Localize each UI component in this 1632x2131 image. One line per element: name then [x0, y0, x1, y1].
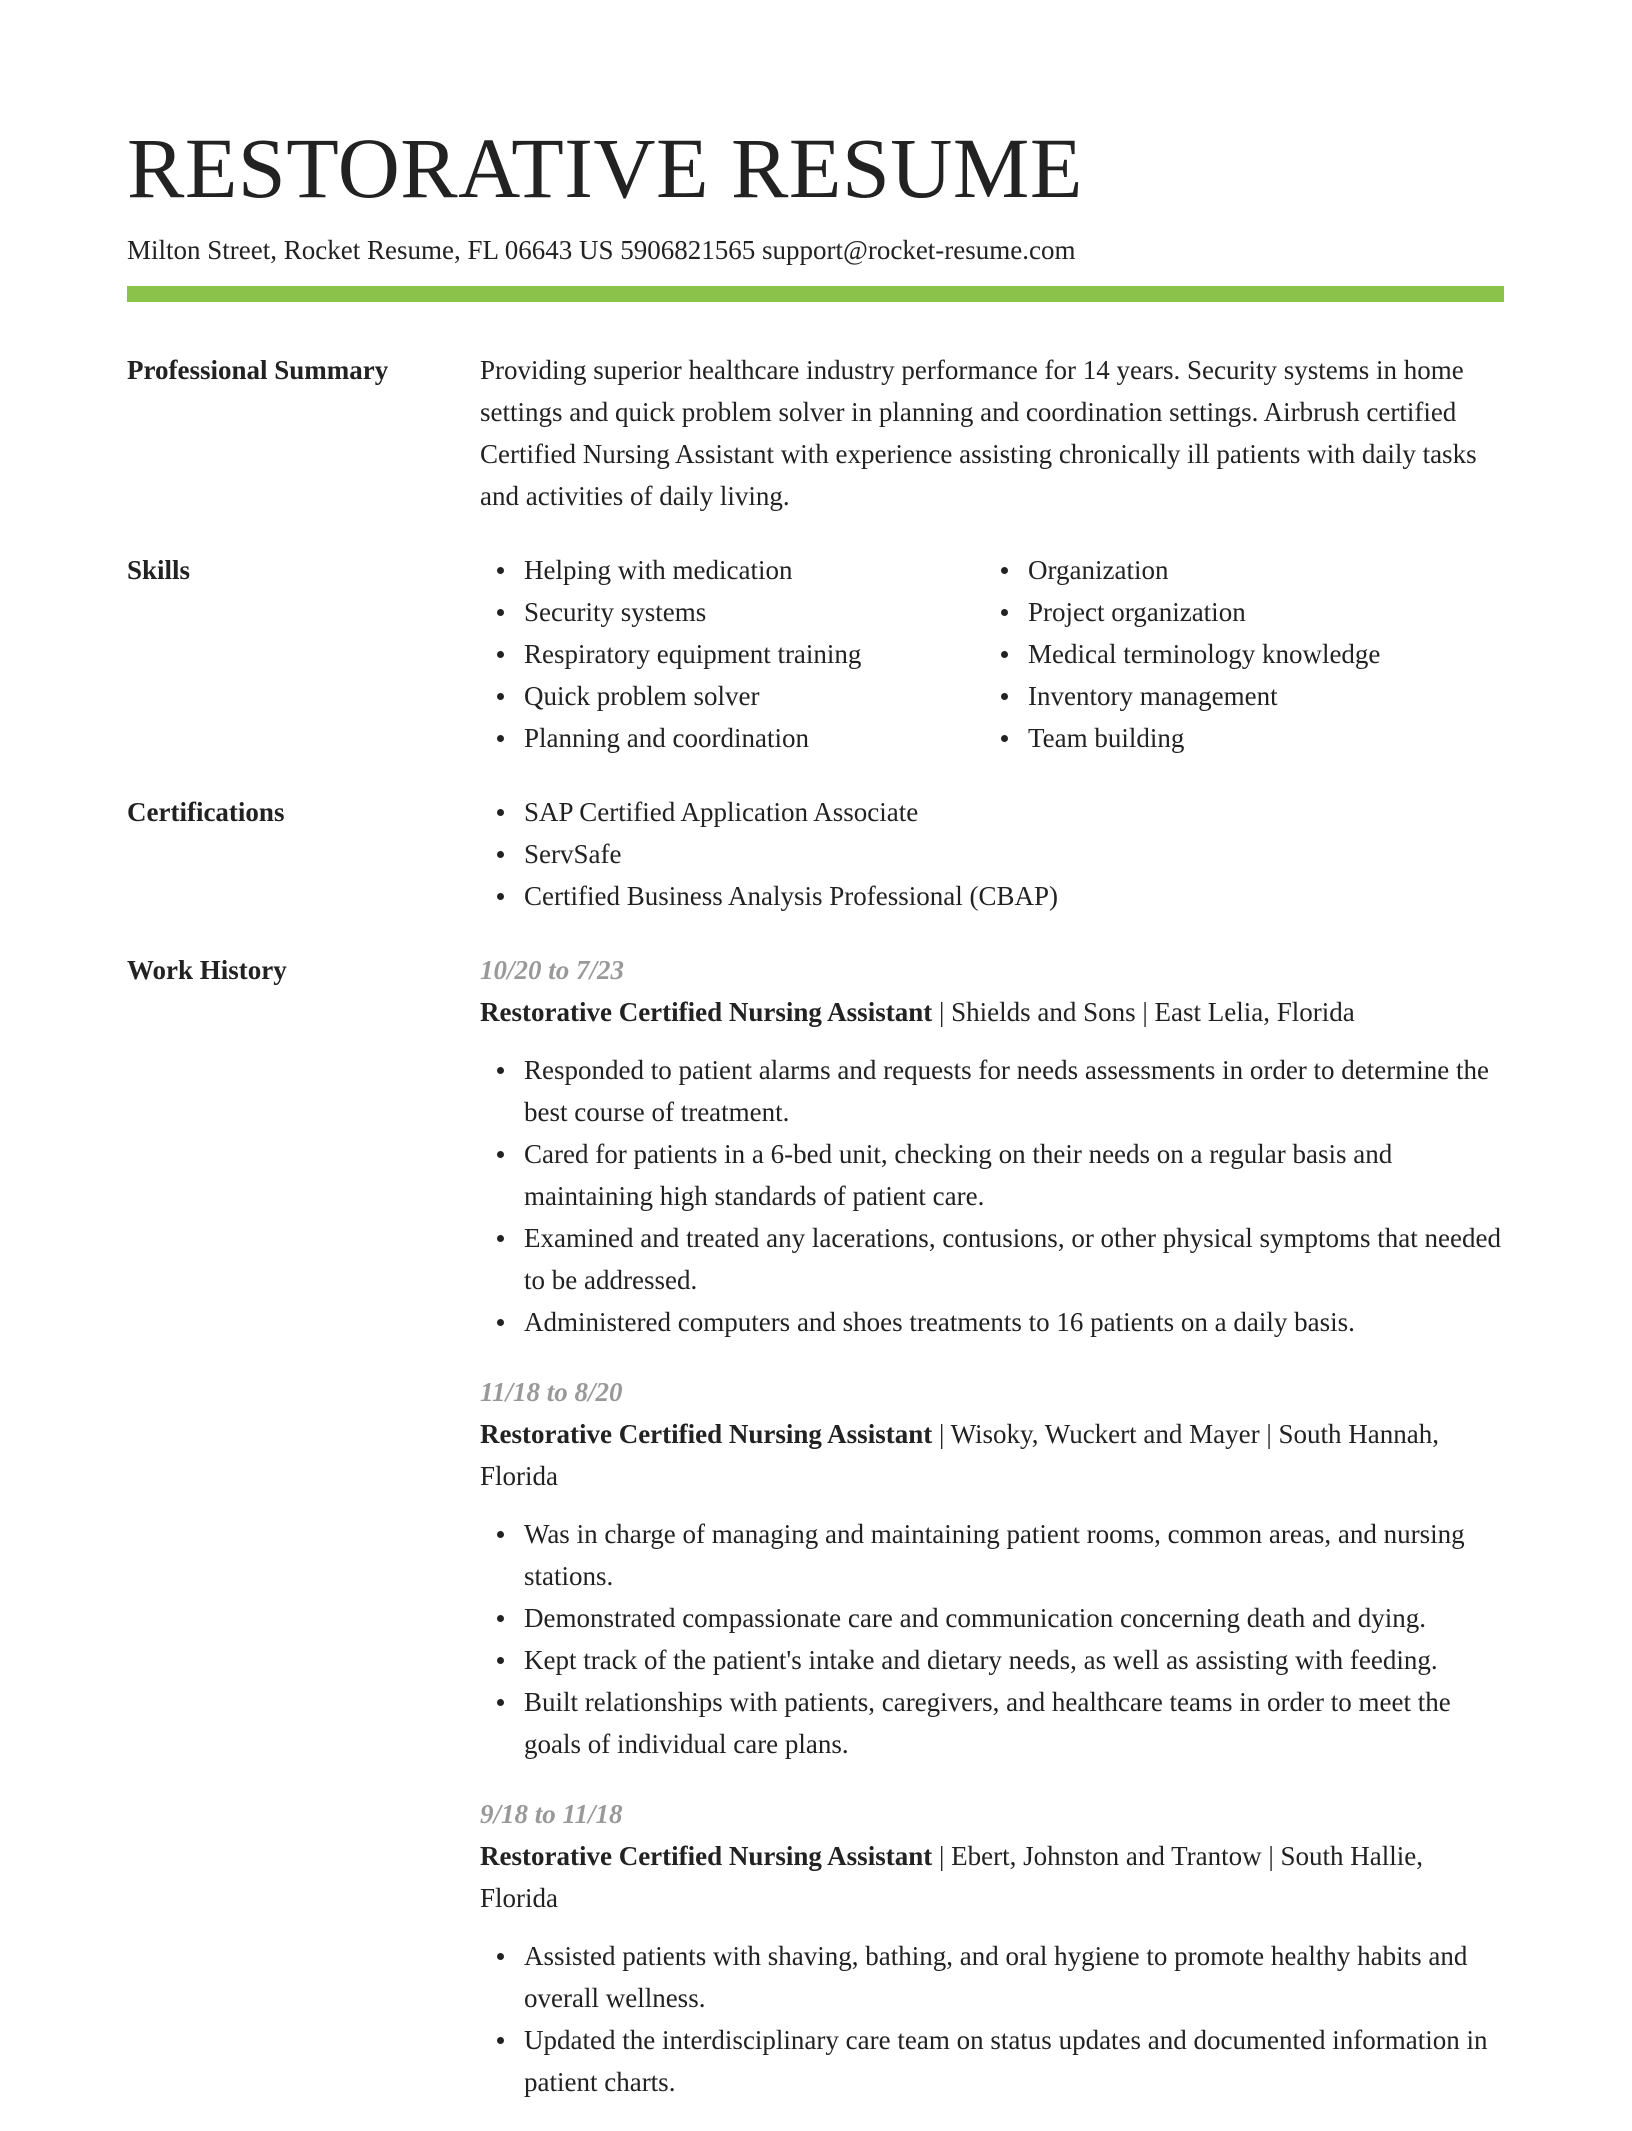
job-bullet: Assisted patients with shaving, bathing, and oral hygiene to promote healthy habits and overall wellness. — [524, 1935, 1504, 2019]
job-bullet: Administered computers and shoes treatments to 16 patients on a daily basis. — [524, 1301, 1504, 1343]
job-bullet: Demonstrated compassionate care and communication concerning death and dying. — [524, 1597, 1504, 1639]
accent-divider — [127, 286, 1504, 302]
summary-content — [480, 349, 1504, 517]
summary-text: Providing superior healthcare industry performance for 14 years. Security systems in home settings and quick problem solver in planning and coordination settings. Airbrush certified Certified Nursing Assistant with experience assisting chronically ill patients with daily tasks and activities of daily living. — [480, 355, 1477, 511]
skill-item: Team building — [1028, 717, 1504, 759]
summary-label: Professional Summary — [127, 355, 389, 385]
contact-line: Milton Street, Rocket Resume, FL 06643 US 5906821565 support@rocket-resume.com — [127, 235, 1076, 265]
skill-item: Quick problem solver — [524, 675, 984, 717]
job-bullet: Kept track of the patient's intake and dietary needs, as well as assisting with feeding. — [524, 1639, 1504, 1681]
skills-content — [480, 549, 1504, 759]
job-details: | Wisoky, Wuckert and Mayer | South Hannah, Florida — [480, 1419, 1439, 1491]
certifications-list — [480, 791, 1504, 917]
job-entry — [480, 1371, 1504, 1765]
job-bullet: Cared for patients in a 6-bed unit, checking on their needs on a regular basis and maintaining high standards of patient care. — [524, 1133, 1504, 1217]
skill-item: Security systems — [524, 591, 984, 633]
skill-item: Organization — [1028, 549, 1504, 591]
skill-item: Medical terminology knowledge — [1028, 633, 1504, 675]
skill-item: Project organization — [1028, 591, 1504, 633]
job-heading — [480, 1413, 1504, 1497]
resume-title: RESTORATIVE RESUME — [127, 120, 1083, 216]
job-bullet: Was in charge of managing and maintaining patient rooms, common areas, and nursing stations. — [524, 1513, 1504, 1597]
job-bullet: Examined and treated any lacerations, contusions, or other physical symptoms that needed to be addressed. — [524, 1217, 1504, 1301]
skills-label: Skills — [127, 555, 191, 585]
skill-item: Respiratory equipment training — [524, 633, 984, 675]
job-title: Restorative Certified Nursing Assistant — [480, 997, 933, 1027]
work-history-label: Work History — [127, 955, 287, 985]
skills-list-left — [480, 549, 984, 759]
skill-item: Inventory management — [1028, 675, 1504, 717]
job-bullet: Responded to patient alarms and requests for needs assessments in order to determine the best course of treatment. — [524, 1049, 1504, 1133]
job-details: | Ebert, Johnston and Trantow | South Hallie, Florida — [480, 1841, 1424, 1913]
job-dates: 11/18 to 8/20 — [480, 1377, 623, 1407]
job-dates: 9/18 to 11/18 — [480, 1799, 623, 1829]
certification-item: ServSafe — [524, 833, 1504, 875]
skill-item: Planning and coordination — [524, 717, 984, 759]
job-title: Restorative Certified Nursing Assistant — [480, 1841, 933, 1871]
work-history-content — [480, 949, 1504, 2131]
job-details: | Shields and Sons | East Lelia, Florida — [932, 997, 1355, 1027]
job-dates: 10/20 to 7/23 — [480, 955, 625, 985]
certifications-content — [480, 791, 1504, 917]
skill-item: Helping with medication — [524, 549, 984, 591]
job-bullets — [480, 1513, 1504, 1765]
certification-item: Certified Business Analysis Professional (CBAP) — [524, 875, 1504, 917]
job-entry — [480, 1793, 1504, 2103]
job-title: Restorative Certified Nursing Assistant — [480, 1419, 933, 1449]
job-bullets — [480, 1935, 1504, 2103]
certification-item: SAP Certified Application Associate — [524, 791, 1504, 833]
job-heading — [480, 1835, 1504, 1919]
job-bullet: Updated the interdisciplinary care team on status updates and documented information in patient charts. — [524, 2019, 1504, 2103]
job-heading — [480, 991, 1504, 1033]
job-bullet: Built relationships with patients, caregivers, and healthcare teams in order to meet the goals of individual care plans. — [524, 1681, 1504, 1765]
job-bullets — [480, 1049, 1504, 1343]
skills-list-right — [984, 549, 1504, 759]
job-entry — [480, 949, 1504, 1343]
certifications-label: Certifications — [127, 797, 285, 827]
